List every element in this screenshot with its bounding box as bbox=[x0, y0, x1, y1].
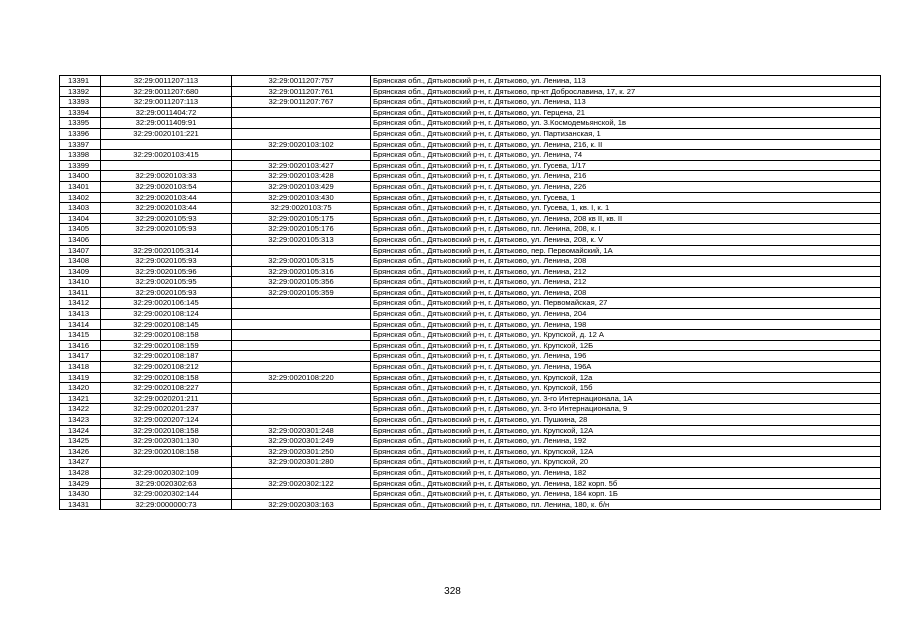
table-row bbox=[60, 224, 881, 235]
cadastral-number-cell: 32:29:0011409:91 bbox=[101, 118, 232, 129]
address-cell: Брянская обл., Дятьковский р-н, г. Дятьково, ул. Герцена, 21 bbox=[371, 107, 881, 118]
cadastral-number-cell: 32:29:0011207:113 bbox=[101, 97, 232, 108]
table-row bbox=[60, 298, 881, 309]
cadastral-number-cell: 32:29:0011404:72 bbox=[101, 107, 232, 118]
object-number-cell: 32:29:0020301:280 bbox=[232, 457, 371, 468]
object-number-cell: 32:29:0020103:75 bbox=[232, 203, 371, 214]
object-number-cell bbox=[232, 330, 371, 341]
table-row bbox=[60, 181, 881, 192]
cadastral-number-cell: 32:29:0020201:211 bbox=[101, 393, 232, 404]
row-number-cell: 13413 bbox=[60, 309, 101, 320]
row-number-cell: 13423 bbox=[60, 415, 101, 426]
row-number-cell: 13393 bbox=[60, 97, 101, 108]
table-row bbox=[60, 139, 881, 150]
cadastral-number-cell: 32:29:0020103:33 bbox=[101, 171, 232, 182]
object-number-cell: 32:29:0020301:249 bbox=[232, 436, 371, 447]
table-row bbox=[60, 245, 881, 256]
object-number-cell bbox=[232, 298, 371, 309]
cadastral-number-cell bbox=[101, 139, 232, 150]
object-number-cell bbox=[232, 118, 371, 129]
object-number-cell: 32:29:0020302:122 bbox=[232, 478, 371, 489]
address-cell: Брянская обл., Дятьковский р-н, г. Дятьково, ул. Крупской, 12А bbox=[371, 446, 881, 457]
cadastral-number-cell: 32:29:0020101:221 bbox=[101, 128, 232, 139]
row-number-cell: 13395 bbox=[60, 118, 101, 129]
row-number-cell: 13403 bbox=[60, 203, 101, 214]
object-number-cell: 32:29:0020105:359 bbox=[232, 287, 371, 298]
object-number-cell: 32:29:0020103:430 bbox=[232, 192, 371, 203]
row-number-cell: 13401 bbox=[60, 181, 101, 192]
object-number-cell bbox=[232, 340, 371, 351]
address-cell: Брянская обл., Дятьковский р-н, г. Дятьково, ул. Ленина, 196А bbox=[371, 362, 881, 373]
table-row bbox=[60, 319, 881, 330]
object-number-cell: 32:29:0011207:767 bbox=[232, 97, 371, 108]
address-cell: Брянская обл., Дятьковский р-н, г. Дятьково, ул. Ленина, 182 корп. 5б bbox=[371, 478, 881, 489]
row-number-cell: 13391 bbox=[60, 76, 101, 87]
row-number-cell: 13397 bbox=[60, 139, 101, 150]
object-number-cell: 32:29:0020105:175 bbox=[232, 213, 371, 224]
address-cell: Брянская обл., Дятьковский р-н, г. Дятьково, ул. 3-го Интернационала, 9 bbox=[371, 404, 881, 415]
cadastral-number-cell: 32:29:0020302:144 bbox=[101, 489, 232, 500]
row-number-cell: 13406 bbox=[60, 234, 101, 245]
object-number-cell: 32:29:0020105:313 bbox=[232, 234, 371, 245]
object-number-cell: 32:29:0020103:429 bbox=[232, 181, 371, 192]
row-number-cell: 13399 bbox=[60, 160, 101, 171]
address-cell: Брянская обл., Дятьковский р-н, г. Дятьково, ул. Ленина, 74 bbox=[371, 150, 881, 161]
row-number-cell: 13407 bbox=[60, 245, 101, 256]
address-cell: Брянская обл., Дятьковский р-н, г. Дятьково, ул. Ленина, 216, к. II bbox=[371, 139, 881, 150]
row-number-cell: 13411 bbox=[60, 287, 101, 298]
table-row bbox=[60, 489, 881, 500]
cadastral-number-cell: 32:29:0020105:93 bbox=[101, 213, 232, 224]
row-number-cell: 13400 bbox=[60, 171, 101, 182]
address-cell: Брянская обл., Дятьковский р-н, г. Дятьково, ул. Пушкина, 28 bbox=[371, 415, 881, 426]
cadastral-number-cell: 32:29:0020105:93 bbox=[101, 224, 232, 235]
table-row bbox=[60, 309, 881, 320]
address-cell: Брянская обл., Дятьковский р-н, г. Дятьково, ул. Ленина, 113 bbox=[371, 97, 881, 108]
table-row bbox=[60, 192, 881, 203]
cadastral-number-cell: 32:29:0020105:93 bbox=[101, 256, 232, 267]
address-cell: Брянская обл., Дятьковский р-н, г. Дятьково, ул. Крупской, 12Б bbox=[371, 340, 881, 351]
object-number-cell bbox=[232, 415, 371, 426]
address-cell: Брянская обл., Дятьковский р-н, г. Дятьково, ул. Ленина, 208 кв II, кв. II bbox=[371, 213, 881, 224]
table-row bbox=[60, 351, 881, 362]
table-row bbox=[60, 128, 881, 139]
cadastral-number-cell: 32:29:0011207:113 bbox=[101, 76, 232, 87]
cadastral-number-cell: 32:29:0020108:158 bbox=[101, 446, 232, 457]
row-number-cell: 13428 bbox=[60, 467, 101, 478]
object-number-cell bbox=[232, 489, 371, 500]
row-number-cell: 13412 bbox=[60, 298, 101, 309]
table-row bbox=[60, 86, 881, 97]
table-row bbox=[60, 425, 881, 436]
address-cell: Брянская обл., Дятьковский р-н, г. Дятьково, ул. Гусева, 1/17 bbox=[371, 160, 881, 171]
address-cell: Брянская обл., Дятьковский р-н, г. Дятьково, пр-кт Доброславина, 17, к. 27 bbox=[371, 86, 881, 97]
row-number-cell: 13410 bbox=[60, 277, 101, 288]
object-number-cell bbox=[232, 128, 371, 139]
table-row bbox=[60, 457, 881, 468]
address-cell: Брянская обл., Дятьковский р-н, г. Дятьково, ул. Ленина, 208 bbox=[371, 287, 881, 298]
row-number-cell: 13398 bbox=[60, 150, 101, 161]
address-cell: Брянская обл., Дятьковский р-н, г. Дятьково, пер. Первомайский, 1А bbox=[371, 245, 881, 256]
table-row bbox=[60, 446, 881, 457]
table-row bbox=[60, 372, 881, 383]
row-number-cell: 13409 bbox=[60, 266, 101, 277]
object-number-cell bbox=[232, 393, 371, 404]
address-cell: Брянская обл., Дятьковский р-н, г. Дятьково, ул. Ленина, 192 bbox=[371, 436, 881, 447]
row-number-cell: 13419 bbox=[60, 372, 101, 383]
cadastral-number-cell: 32:29:0020108:187 bbox=[101, 351, 232, 362]
object-number-cell: 32:29:0020105:316 bbox=[232, 266, 371, 277]
table-row bbox=[60, 415, 881, 426]
cadastral-number-cell: 32:29:0020108:227 bbox=[101, 383, 232, 394]
cadastral-number-cell: 32:29:0020108:158 bbox=[101, 330, 232, 341]
address-cell: Брянская обл., Дятьковский р-н, г. Дятьково, ул. Гусева, 1 bbox=[371, 192, 881, 203]
cadastral-number-cell bbox=[101, 457, 232, 468]
table-body bbox=[60, 76, 881, 510]
object-number-cell: 32:29:0020105:356 bbox=[232, 277, 371, 288]
object-number-cell: 32:29:0011207:757 bbox=[232, 76, 371, 87]
object-number-cell: 32:29:0020103:428 bbox=[232, 171, 371, 182]
table-row bbox=[60, 171, 881, 182]
row-number-cell: 13415 bbox=[60, 330, 101, 341]
table-row bbox=[60, 203, 881, 214]
row-number-cell: 13396 bbox=[60, 128, 101, 139]
row-number-cell: 13427 bbox=[60, 457, 101, 468]
object-number-cell bbox=[232, 107, 371, 118]
table-row bbox=[60, 383, 881, 394]
row-number-cell: 13392 bbox=[60, 86, 101, 97]
object-number-cell: 32:29:0020108:220 bbox=[232, 372, 371, 383]
object-number-cell bbox=[232, 309, 371, 320]
address-cell: Брянская обл., Дятьковский р-н, г. Дятьково, ул. Ленина, 182 bbox=[371, 467, 881, 478]
cadastral-number-cell: 32:29:0020108:158 bbox=[101, 425, 232, 436]
cadastral-number-cell: 32:29:0020106:145 bbox=[101, 298, 232, 309]
row-number-cell: 13426 bbox=[60, 446, 101, 457]
address-cell: Брянская обл., Дятьковский р-н, г. Дятьково, ул. Первомайская, 27 bbox=[371, 298, 881, 309]
cadastral-number-cell: 32:29:0020108:212 bbox=[101, 362, 232, 373]
row-number-cell: 13417 bbox=[60, 351, 101, 362]
address-cell: Брянская обл., Дятьковский р-н, г. Дятьково, пл. Ленина, 208, к. I bbox=[371, 224, 881, 235]
object-number-cell bbox=[232, 383, 371, 394]
address-cell: Брянская обл., Дятьковский р-н, г. Дятьково, ул. Ленина, 113 bbox=[371, 76, 881, 87]
table-row bbox=[60, 340, 881, 351]
table-row bbox=[60, 76, 881, 87]
row-number-cell: 13422 bbox=[60, 404, 101, 415]
table-row bbox=[60, 287, 881, 298]
address-cell: Брянская обл., Дятьковский р-н, г. Дятьково, ул. Крупской, 20 bbox=[371, 457, 881, 468]
address-cell: Брянская обл., Дятьковский р-н, г. Дятьково, ул. Ленина, 216 bbox=[371, 171, 881, 182]
address-cell: Брянская обл., Дятьковский р-н, г. Дятьково, ул. Ленина, 204 bbox=[371, 309, 881, 320]
cadastral-number-cell: 32:29:0020105:93 bbox=[101, 287, 232, 298]
address-cell: Брянская обл., Дятьковский р-н, г. Дятьково, ул. Ленина, 208, к. V bbox=[371, 234, 881, 245]
object-number-cell: 32:29:0020103:427 bbox=[232, 160, 371, 171]
row-number-cell: 13430 bbox=[60, 489, 101, 500]
address-cell: Брянская обл., Дятьковский р-н, г. Дятьково, ул. Ленина, 212 bbox=[371, 277, 881, 288]
object-number-cell bbox=[232, 319, 371, 330]
object-number-cell bbox=[232, 245, 371, 256]
object-number-cell bbox=[232, 404, 371, 415]
cadastral-number-cell: 32:29:0020105:314 bbox=[101, 245, 232, 256]
row-number-cell: 13416 bbox=[60, 340, 101, 351]
table-row bbox=[60, 362, 881, 373]
address-cell: Брянская обл., Дятьковский р-н, г. Дятьково, ул. Крупской, 15б bbox=[371, 383, 881, 394]
address-cell: Брянская обл., Дятьковский р-н, г. Дятьково, ул. Ленина, 198 bbox=[371, 319, 881, 330]
table-row bbox=[60, 97, 881, 108]
cadastral-number-cell bbox=[101, 234, 232, 245]
cadastral-number-cell: 32:29:0020207:124 bbox=[101, 415, 232, 426]
address-cell: Брянская обл., Дятьковский р-н, г. Дятьково, ул. Гусева, 1, кв. I, к. 1 bbox=[371, 203, 881, 214]
cadastral-number-cell: 32:29:0020105:95 bbox=[101, 277, 232, 288]
cadastral-number-cell: 32:29:0020201:237 bbox=[101, 404, 232, 415]
cadastral-number-cell: 32:29:0020108:145 bbox=[101, 319, 232, 330]
cadastral-number-cell: 32:29:0000000:73 bbox=[101, 499, 232, 510]
table-row bbox=[60, 160, 881, 171]
address-cell: Брянская обл., Дятьковский р-н, г. Дятьково, пл. Ленина, 180, к. б/н bbox=[371, 499, 881, 510]
cadastral-number-cell: 32:29:0020302:63 bbox=[101, 478, 232, 489]
object-number-cell: 32:29:0020103:102 bbox=[232, 139, 371, 150]
cadastral-number-cell: 32:29:0020108:158 bbox=[101, 372, 232, 383]
object-number-cell: 32:29:0020303:163 bbox=[232, 499, 371, 510]
table-row bbox=[60, 436, 881, 447]
table-row bbox=[60, 256, 881, 267]
row-number-cell: 13408 bbox=[60, 256, 101, 267]
cadastral-number-cell: 32:29:0020108:124 bbox=[101, 309, 232, 320]
table-row bbox=[60, 234, 881, 245]
object-number-cell bbox=[232, 362, 371, 373]
object-number-cell: 32:29:0011207:761 bbox=[232, 86, 371, 97]
cadastral-number-cell: 32:29:0020103:415 bbox=[101, 150, 232, 161]
row-number-cell: 13425 bbox=[60, 436, 101, 447]
cadastral-number-cell: 32:29:0020103:54 bbox=[101, 181, 232, 192]
cadastral-register-table bbox=[59, 75, 881, 510]
cadastral-number-cell: 32:29:0020103:44 bbox=[101, 192, 232, 203]
table-row bbox=[60, 118, 881, 129]
address-cell: Брянская обл., Дятьковский р-н, г. Дятьково, ул. Ленина, 184 корп. 1Б bbox=[371, 489, 881, 500]
table-row bbox=[60, 277, 881, 288]
cadastral-number-cell: 32:29:0020302:109 bbox=[101, 467, 232, 478]
page-number: 328 bbox=[444, 586, 461, 597]
address-cell: Брянская обл., Дятьковский р-н, г. Дятьково, ул. Ленина, 208 bbox=[371, 256, 881, 267]
row-number-cell: 13431 bbox=[60, 499, 101, 510]
table-row bbox=[60, 107, 881, 118]
address-cell: Брянская обл., Дятьковский р-н, г. Дятьково, ул. Ленина, 196 bbox=[371, 351, 881, 362]
object-number-cell bbox=[232, 150, 371, 161]
cadastral-number-cell bbox=[101, 160, 232, 171]
table-row bbox=[60, 467, 881, 478]
address-cell: Брянская обл., Дятьковский р-н, г. Дятьково, ул. Партизанская, 1 bbox=[371, 128, 881, 139]
object-number-cell bbox=[232, 351, 371, 362]
object-number-cell: 32:29:0020105:315 bbox=[232, 256, 371, 267]
cadastral-number-cell: 32:29:0011207:680 bbox=[101, 86, 232, 97]
row-number-cell: 13418 bbox=[60, 362, 101, 373]
address-cell: Брянская обл., Дятьковский р-н, г. Дятьково, ул. 3-го Интернационала, 1А bbox=[371, 393, 881, 404]
address-cell: Брянская обл., Дятьковский р-н, г. Дятьково, ул. Ленина, 212 bbox=[371, 266, 881, 277]
table-row bbox=[60, 478, 881, 489]
cadastral-number-cell: 32:29:0020301:130 bbox=[101, 436, 232, 447]
row-number-cell: 13429 bbox=[60, 478, 101, 489]
table-row bbox=[60, 393, 881, 404]
address-cell: Брянская обл., Дятьковский р-н, г. Дятьково, ул. Крупской, 12А bbox=[371, 425, 881, 436]
table-row bbox=[60, 330, 881, 341]
address-cell: Брянская обл., Дятьковский р-н, г. Дятьково, ул. З.Космодемьянской, 1в bbox=[371, 118, 881, 129]
row-number-cell: 13405 bbox=[60, 224, 101, 235]
object-number-cell: 32:29:0020301:250 bbox=[232, 446, 371, 457]
object-number-cell bbox=[232, 467, 371, 478]
table-row bbox=[60, 266, 881, 277]
table-row bbox=[60, 499, 881, 510]
table-row bbox=[60, 213, 881, 224]
row-number-cell: 13404 bbox=[60, 213, 101, 224]
table-row bbox=[60, 404, 881, 415]
address-cell: Брянская обл., Дятьковский р-н, г. Дятьково, ул. Ленина, 226 bbox=[371, 181, 881, 192]
object-number-cell: 32:29:0020301:248 bbox=[232, 425, 371, 436]
object-number-cell: 32:29:0020105:176 bbox=[232, 224, 371, 235]
cadastral-number-cell: 32:29:0020103:44 bbox=[101, 203, 232, 214]
cadastral-number-cell: 32:29:0020108:159 bbox=[101, 340, 232, 351]
row-number-cell: 13421 bbox=[60, 393, 101, 404]
cadastral-number-cell: 32:29:0020105:96 bbox=[101, 266, 232, 277]
row-number-cell: 13414 bbox=[60, 319, 101, 330]
row-number-cell: 13394 bbox=[60, 107, 101, 118]
address-cell: Брянская обл., Дятьковский р-н, г. Дятьково, ул. Крупской, д. 12 А bbox=[371, 330, 881, 341]
address-cell: Брянская обл., Дятьковский р-н, г. Дятьково, ул. Крупской, 12а bbox=[371, 372, 881, 383]
row-number-cell: 13420 bbox=[60, 383, 101, 394]
row-number-cell: 13424 bbox=[60, 425, 101, 436]
row-number-cell: 13402 bbox=[60, 192, 101, 203]
table-row bbox=[60, 150, 881, 161]
